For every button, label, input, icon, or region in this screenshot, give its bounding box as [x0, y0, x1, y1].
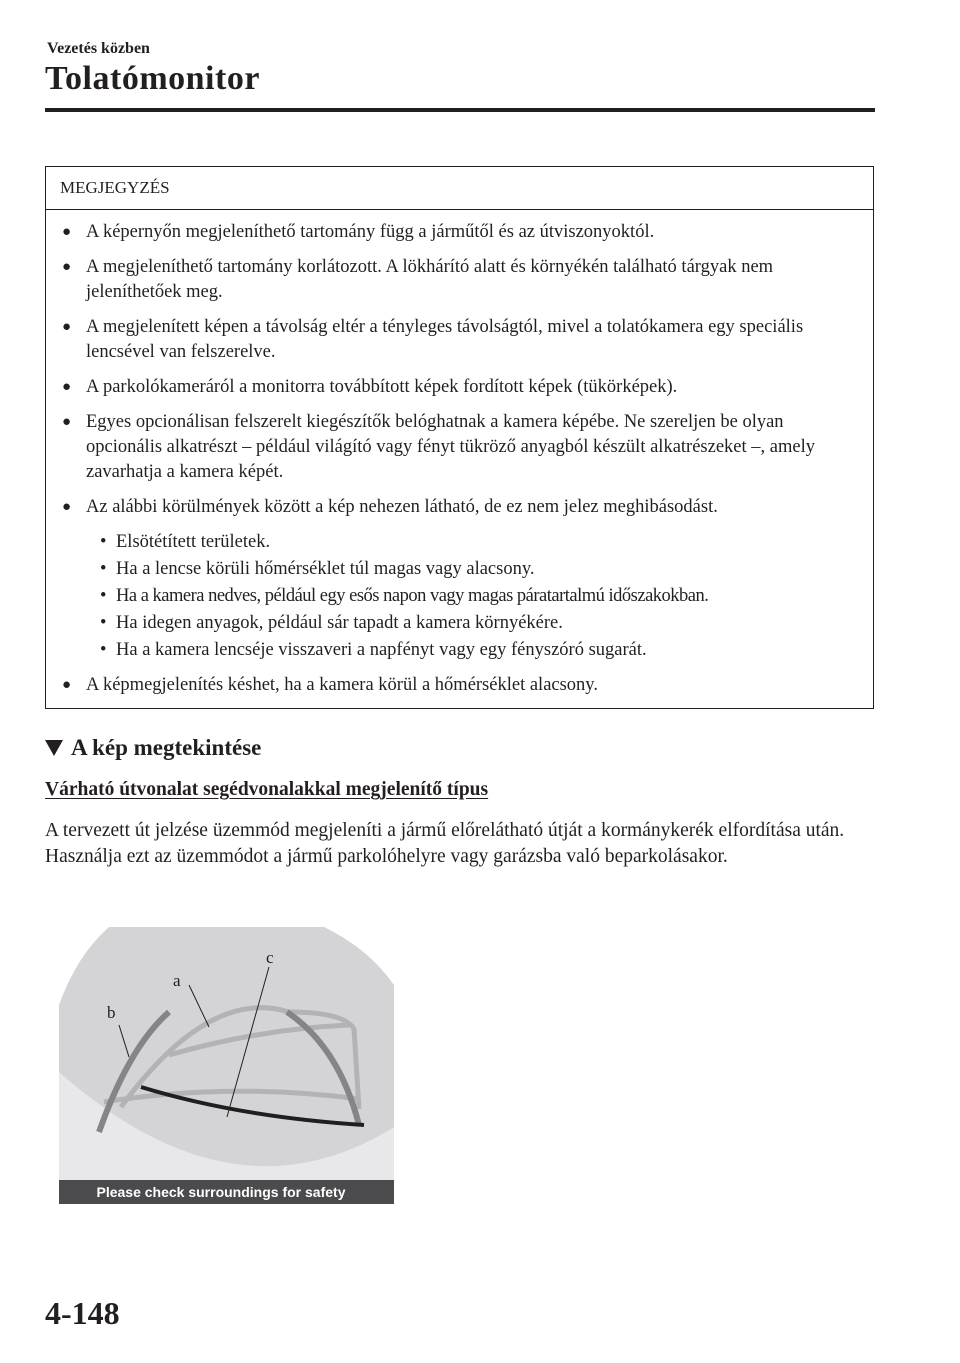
body-text [45, 818, 875, 870]
sub-bullet-icon: • [100, 532, 107, 552]
sub-bullet-icon: • [100, 586, 106, 606]
note-heading: MEGJEGYZÉS [46, 167, 873, 210]
page-number: 4-148 [45, 1295, 120, 1331]
bullet-icon: ● [62, 259, 72, 275]
note-list [46, 210, 873, 698]
condition-text: Ha a lencse körüli hőmérséklet túl magas vagy alacsony. [116, 559, 535, 579]
note-item [60, 673, 863, 698]
condition-text: Elsötétített területek. [116, 532, 271, 552]
note-item [60, 375, 863, 400]
title-rule [45, 108, 875, 112]
section-label: Vezetés közben [47, 40, 150, 57]
body-paragraph: A tervezett út jelzése üzemmód megjeleníti a jármű előrelátható útját a kormánykerék elfordítása után. [45, 820, 845, 841]
chapter-title: Tolatómonitor [45, 60, 260, 97]
section-heading-text: A kép megtekintése [71, 735, 262, 760]
note-item [60, 315, 863, 365]
bullet-icon: ● [62, 379, 72, 395]
condition-item [100, 611, 863, 636]
note-item-text: Az alábbi körülmények között a kép nehezen látható, de ez nem jelez meghibásodást. [86, 497, 718, 517]
note-item [60, 410, 863, 485]
bullet-icon: ● [62, 224, 72, 240]
condition-text: Ha a kamera nedves, például egy esős napon vagy magas páratartalmú időszakokban. [116, 586, 709, 606]
bullet-icon: ● [62, 677, 72, 693]
label-b: b [107, 1003, 116, 1022]
label-c: c [266, 948, 274, 967]
sub-bullet-icon: • [100, 559, 107, 579]
section-heading [45, 735, 261, 761]
condition-item [100, 557, 863, 582]
condition-list [86, 530, 863, 663]
body-paragraph: Használja ezt az üzemmódot a jármű parkolóhelyre vagy garázsba való beparkolásakor. [45, 846, 728, 867]
condition-text: Ha a kamera lencséje visszaveri a napfényt vagy egy fényszóró sugarát. [116, 640, 647, 660]
sub-bullet-icon: • [100, 640, 107, 660]
note-item [60, 495, 863, 663]
subheading: Várható útvonalat segédvonalakkal megjelenítő típus [45, 779, 489, 800]
note-item-text: A képmegjelenítés késhet, ha a kamera körül a hőmérséklet alacsony. [86, 675, 598, 695]
note-box [45, 166, 874, 709]
condition-item [100, 638, 863, 663]
triangle-down-icon [45, 740, 63, 756]
sub-bullet-icon: • [100, 613, 107, 633]
condition-item [100, 530, 863, 555]
camera-display-figure [59, 927, 394, 1204]
note-item-text: A megjeleníthető tartomány korlátozott. A lökhárító alatt és környékén található tárgyak nem jeleníthetőek meg. [86, 257, 774, 302]
safety-banner-text: Please check surroundings for safety [96, 1184, 346, 1200]
note-item [60, 220, 863, 245]
condition-item [100, 584, 863, 609]
note-item-text: A megjelenített képen a távolság eltér a tényleges távolságtól, mivel a tolatókamera egy speciális lencsével van felszerelve. [86, 317, 804, 362]
note-item-text: A parkolókameráról a monitorra továbbított képek fordított képek (tükörképek). [86, 377, 678, 397]
bullet-icon: ● [62, 319, 72, 335]
note-item [60, 255, 863, 305]
camera-display-illustration [59, 927, 394, 1204]
note-item-text: A képernyőn megjeleníthető tartomány függ a járműtől és az útviszonyoktól. [86, 222, 655, 242]
bullet-icon: ● [62, 499, 72, 515]
condition-text: Ha idegen anyagok, például sár tapadt a kamera környékére. [116, 613, 563, 633]
note-item-text: Egyes opcionálisan felszerelt kiegészítők belóghatnak a kamera képébe. Ne szereljen be olyan opcionális alkatrészt – például világító vagy fényt tükröző anyagból készült alkatrészeket –, amely zavarhatja a kamera képét. [86, 412, 815, 482]
bullet-icon: ● [62, 414, 72, 430]
label-a: a [173, 971, 181, 990]
